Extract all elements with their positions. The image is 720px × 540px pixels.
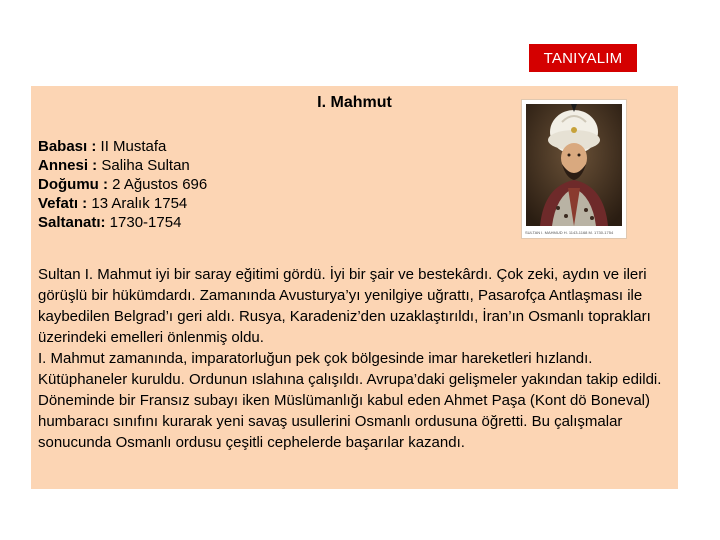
fact-death <box>38 194 207 213</box>
fact-father <box>38 137 207 156</box>
fact-value: 1730-1754 <box>105 214 182 231</box>
biography-text <box>38 264 674 453</box>
info-card <box>31 86 678 489</box>
fact-label: Vefatı : <box>38 195 88 212</box>
sultan-portrait <box>521 99 627 239</box>
fact-mother <box>38 156 207 175</box>
fact-label: Doğumu : <box>38 176 108 193</box>
fact-label: Saltanatı: <box>38 214 106 231</box>
fact-value: II Mustafa <box>96 138 167 155</box>
portrait-caption: SULTAN I. MAHMUD H. 1143-1168 M. 1730-1754 <box>525 230 614 235</box>
taniyalim-badge: TANIYALIM <box>527 42 639 74</box>
fact-birth <box>38 175 207 194</box>
portrait-image <box>522 100 626 230</box>
paragraph: I. Mahmut zamanında, imparatorluğun pek çok bölgesinde imar hareketleri hızlandı. Kütüphaneler kuruldu. Ordunun ıslahına çalışıldı. Avrupa’daki gelişmeler yakından takip edildi. Döneminde bir Fransız subayı iken Müslümanlığı kabul eden Ahmet Paşa (Kont dö Boneval) humbaracı sınıfını kurarak yeni savaş usullerini Osmanlı ordusuna öğretti. Bu çalışmalar sonucunda Osmanlı ordusu çeşitli cephelerde başarılar kazandı. <box>38 350 662 451</box>
fact-reign <box>38 213 207 232</box>
fact-label: Annesi : <box>38 157 98 174</box>
facts-list <box>38 137 207 232</box>
fact-value: 2 Ağustos 696 <box>107 176 208 193</box>
fact-label: Babası : <box>38 138 97 155</box>
fact-value: Saliha Sultan <box>97 157 190 174</box>
fact-value: 13 Aralık 1754 <box>87 195 188 212</box>
page-title: I. Mahmut <box>317 94 392 111</box>
paragraph: Sultan I. Mahmut iyi bir saray eğitimi gördü. İyi bir şair ve bestekârdı. Çok zeki, aydın ve ileri görüşlü bir hükümdardı. Zamanında Avusturya’yı yenilgiye uğrattı, Pasarofça Antlaşması ile kaybedilen Belgrad’ı geri aldı. Rusya, Karadeniz’den uzaklaştırıldı, İran’ın Osmanlı toprakları üzerindeki emelleri önlenmiş oldu. <box>38 266 651 346</box>
